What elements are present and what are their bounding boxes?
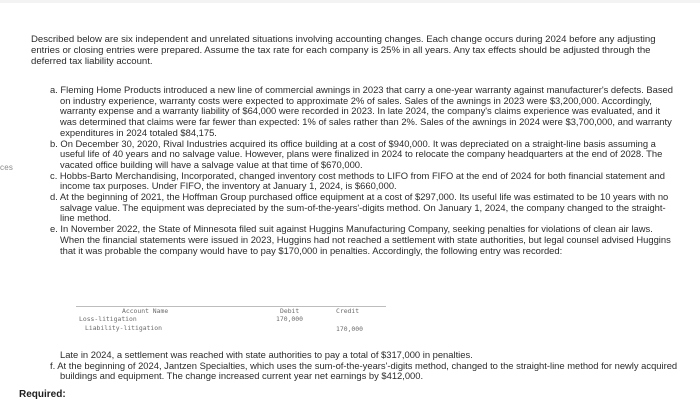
situations-list bbox=[50, 85, 678, 256]
journal-header-debit: Debit bbox=[280, 307, 300, 315]
situation-e: e. In November 2022, the State of Minnesota filed suit against Huggins Manufacturing Company, seeking penalties for violations of clean air laws. When the financial statements were issued in 2023, Huggins had not reached a settlement with state authorities, but legal counsel advised Huggins that it was probable the company would have to pay $170,000 in penalties. Accordingly, the following entry was recorded: bbox=[50, 223, 671, 256]
journal-row-2-credit: 170,000 bbox=[336, 325, 363, 333]
journal-header-account: Account Name bbox=[122, 307, 169, 315]
side-panel-edge-label: ces bbox=[0, 163, 14, 172]
problem-intro: Described below are six independent and unrelated situations involving accounting changes. Each change occurs during 2024 before any adjusting entries or closing entries were prepared. Assume the tax rate for each company is 25% in all years. Any tax effects should be adjusted through the deferred tax liability account. bbox=[31, 34, 656, 67]
situation-d: d. At the beginning of 2021, the Hoffman Group purchased office equipment at a cost of $297,000. Its useful life was estimated to be 10 years with no salvage value. The equipment was depreciated by the sum-of-the-years'-digits method. On January 1, 2024, the company changed to the straight-line method. bbox=[50, 191, 669, 224]
situation-a: a. Fleming Home Products introduced a new line of commercial awnings in 2023 that carry a one-year warranty against manufacturer's defects. Based on industry experience, warranty costs were expected to approximate 2% of sales. Sales of the awnings in 2023 were $3,200,000. Accordingly, warranty expense and a warranty liability of $64,000 were recorded in 2023. In late 2024, the company's claims experience was evaluated, and it was determined that claims were far fewer than expected: 1% of sales rather than 2%. Sales of the awnings in 2024 were $3,700,000, and warranty expenditures in 2024 totaled $84,175. bbox=[50, 84, 673, 138]
top-divider bbox=[0, 0, 700, 3]
situation-e-settlement: Late in 2024, a settlement was reached with state authorities to pay a total of $317,000 in penalties. bbox=[60, 349, 473, 360]
situation-c: c. Hobbs-Barto Merchandising, Incorporated, changed inventory cost methods to LIFO from FIFO at the end of 2024 for both financial statement and income tax purposes. Under FIFO, the inventory at January 1, 2024, is $660,000. bbox=[50, 169, 665, 192]
situations-continued bbox=[50, 350, 678, 382]
journal-row-1-account: Loss-litigation bbox=[79, 315, 137, 323]
journal-header-credit: Credit bbox=[336, 307, 360, 315]
required-heading: Required: bbox=[19, 389, 66, 400]
journal-row-1-debit: 170,000 bbox=[276, 315, 303, 323]
situation-f: f. At the beginning of 2024, Jantzen Specialties, which uses the sum-of-the-years'-digits method, changed to the straight-line method for newly acquired buildings and equipment. The change increased current year net earnings by $412,000. bbox=[50, 359, 678, 382]
situation-b: b. On December 30, 2020, Rival Industries acquired its office building at a cost of $940,000. It was depreciated on a straight-line basis assuming a useful life of 40 years and no salvage value. However, plans were finalized in 2024 to relocate the company headquarters at the end of 2028. The vacated office building will have a salvage value at that time of $670,000. bbox=[50, 137, 663, 170]
journal-row-2-account: Liability-litigation bbox=[85, 324, 162, 332]
